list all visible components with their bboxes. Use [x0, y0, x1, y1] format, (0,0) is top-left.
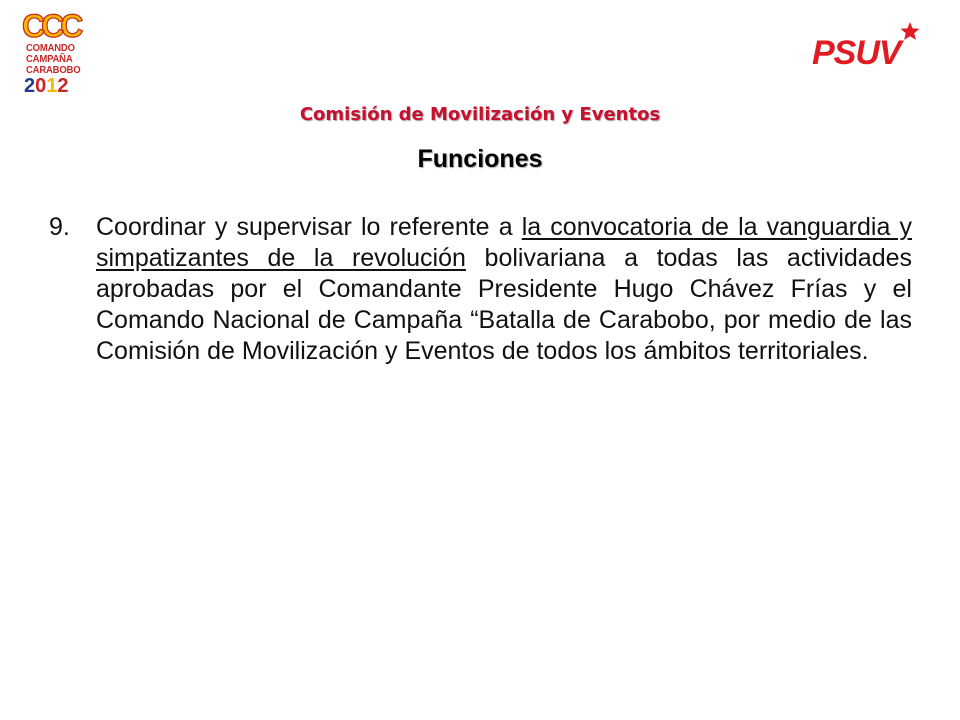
item-text-underlined: la convocatoria de la vanguardia y simpatizantes de la revolución	[96, 213, 912, 272]
ccc-year-digit: 1	[46, 75, 58, 97]
ccc-line-campana: CAMPAÑA	[26, 54, 73, 65]
page-subtitle: Comisión de Movilización y Eventos	[299, 104, 661, 125]
ccc-line-carabobo: CARABOBO	[26, 65, 81, 76]
ccc-letters-graphic	[22, 8, 86, 42]
ccc-year-digit: 2	[57, 75, 69, 97]
star-icon	[901, 22, 920, 40]
ccc-letters-text: CCC	[22, 8, 80, 42]
psuv-logo	[810, 18, 938, 72]
ccc-year-digit: 2	[24, 75, 36, 97]
ccc-line-comando: COMANDO	[26, 43, 75, 54]
ccc-year	[24, 76, 69, 96]
ccc-year-digit: 0	[35, 75, 47, 97]
psuv-logo-text: PSUV	[812, 34, 901, 72]
item-text-after: bolivariana a todas las actividades aprobadas por el Comandante Presidente Hugo Chávez Frías y el Comando Nacional de Campaña “Batalla de Carabobo, por medio de las Comisión de Movilización y Eventos de todos los ámbitos territoriales.	[96, 244, 913, 365]
list-item	[49, 212, 912, 367]
page-title: Funciones	[417, 145, 543, 173]
item-text-before: Coordinar y supervisar lo referente a	[96, 213, 522, 241]
list-item-number: 9.	[49, 213, 70, 241]
list-item-text	[96, 212, 912, 367]
ccc-campaign-logo	[22, 8, 86, 97]
